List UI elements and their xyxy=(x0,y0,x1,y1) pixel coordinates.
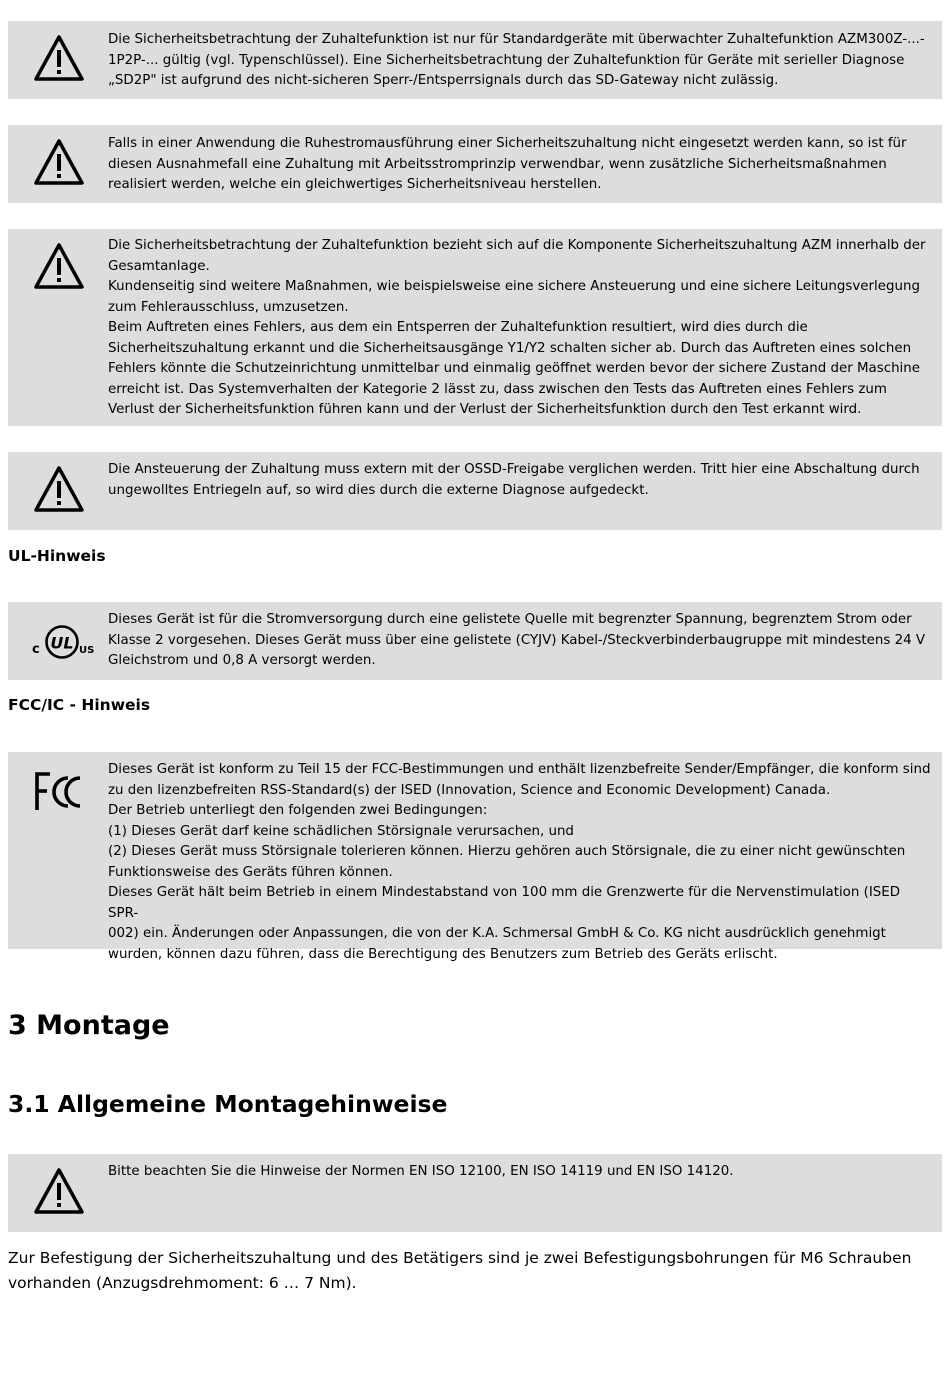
note-line: Dieses Gerät hält beim Betrieb in einem Mindestabstand von 100 mm die Grenzwerte für die Nervenstimulation (ISED SPR- xyxy=(108,885,901,921)
note-line: Die Sicherheitsbetrachtung der Zuhaltefunktion bezieht sich auf die Komponente Sicherheitszuhaltung AZM innerhalb der xyxy=(108,238,926,253)
note-line: Sicherheitszuhaltung erkannt und die Sicherheitsausgänge Y1/Y2 schalten sicher ab. Durch das Auftreten eines solchen xyxy=(108,340,912,356)
note-line: Funktionsweise des Geräts führen können. xyxy=(108,864,393,880)
warning-note-text xyxy=(108,460,932,501)
note-line: Beim Auftreten eines Fehlers, aus dem ein Entsperren der Zuhaltefunktion resultiert, wird dies durch die xyxy=(108,320,808,335)
note-line: Der Betrieb unterliegt den folgenden zwei Bedingungen: xyxy=(108,803,488,818)
note-line: Fehlers könnte die Schutzeinrichtung unmittelbar und einmalig geöffnet werden bevor der sichere Zustand der Maschine xyxy=(108,361,921,376)
warning-note-text xyxy=(108,30,932,92)
note-line: (2) Dieses Gerät muss Störsignale tolerieren können. Hierzu gehören auch Störsignale, die zu einer nicht gewünschten xyxy=(108,844,906,859)
note-line: Gesamtanlage. xyxy=(108,258,210,274)
note-line: Bitte beachten Sie die Hinweise der Normen EN ISO 12100, EN ISO 14119 und EN ISO 14120. xyxy=(108,1164,734,1179)
ul-logo-text: UL xyxy=(50,633,74,653)
ul-note-text xyxy=(108,610,932,672)
note-line: erreicht ist. Das Systemverhalten der Kategorie 2 lässt zu, dass zwischen den Tests das Auftreten eines Fehlers zum xyxy=(108,381,887,397)
body-line: Zur Befestigung der Sicherheitszuhaltung und des Betätigers sind je zwei Befestigungsbohrungen für M6 Schrauben xyxy=(8,1249,912,1267)
note-line: ungewolltes Entriegeln auf, so wird dies durch die externe Diagnose aufgedeckt. xyxy=(108,482,649,498)
note-line: Falls in einer Anwendung die Ruhestromausführung einer Sicherheitszuhaltung nicht eingesetzt werden kann, so ist für xyxy=(108,136,907,151)
warning-note-2 xyxy=(8,125,942,203)
chapter-title: 3 Montage xyxy=(8,1010,170,1041)
fcc-logo-icon xyxy=(34,770,84,814)
warning-triangle-icon xyxy=(33,241,85,293)
ul-logo-us: US xyxy=(79,645,94,656)
fcc-note xyxy=(8,752,942,962)
warning-note-3 xyxy=(8,229,942,426)
note-line: Die Sicherheitsbetrachtung der Zuhaltefunktion ist nur für Standardgeräte mit überwachter Zuhaltefunktion AZM300Z-...- xyxy=(108,32,925,47)
warning-triangle-icon xyxy=(33,33,85,85)
note-line: „SD2P" ist aufgrund des nicht-sicheren Sperr-/Entsperrsignals durch das SD-Gateway nicht zulässig. xyxy=(108,73,779,88)
ul-note xyxy=(8,602,942,680)
cul-us-listed-icon xyxy=(30,620,94,664)
warning-note-section xyxy=(8,1154,942,1232)
warning-note-1 xyxy=(8,21,942,99)
section-title: 3.1 Allgemeine Montagehinweise xyxy=(8,1090,448,1118)
note-line: realisiert werden, welche ein gleichwertiges Sicherheitsniveau herstellen. xyxy=(108,177,602,192)
body-line: vorhanden (Anzugsdrehmoment: 6 … 7 Nm). xyxy=(8,1273,357,1292)
warning-note-text xyxy=(108,134,932,196)
note-line: Gleichstrom und 0,8 A versorgt werden. xyxy=(108,653,376,668)
note-line: Die Ansteuerung der Zuhaltung muss extern mit der OSSD-Freigabe verglichen werden. Tritt hier eine Abschaltung durch xyxy=(108,462,920,477)
warning-triangle-icon xyxy=(33,137,85,189)
note-line: Kundenseitig sind weitere Maßnahmen, wie beispielsweise eine sichere Ansteuerung und eine sichere Leitungsverlegung xyxy=(108,279,920,294)
note-line: zu den lizenzbefreiten RSS-Standard(s) der ISED (Innovation, Science and Economic Development) Canada. xyxy=(108,782,831,798)
ul-logo-c: c xyxy=(32,642,40,657)
fcc-heading: FCC/IC - Hinweis xyxy=(8,696,151,714)
fcc-note-text xyxy=(108,760,932,965)
note-line: 002) ein. Änderungen oder Anpassungen, die von der K.A. Schmersal GmbH & Co. KG nicht ausdrücklich genehmigt xyxy=(108,926,886,941)
note-line: zum Fehlerausschluss, umzusetzen. xyxy=(108,299,349,315)
warning-note-text xyxy=(108,1162,932,1183)
body-paragraph xyxy=(8,1246,942,1295)
note-line: diesen Ausnahmefall eine Zuhaltung mit Arbeitsstromprinzip verwendbar, wenn zusätzliche Sicherheitsmaßnahmen xyxy=(108,156,887,172)
note-line: (1) Dieses Gerät darf keine schädlichen Störsignale verursachen, und xyxy=(108,823,574,839)
warning-triangle-icon xyxy=(33,464,85,516)
warning-triangle-icon xyxy=(33,1166,85,1218)
ul-heading: UL-Hinweis xyxy=(8,547,106,565)
note-line: Dieses Gerät ist konform zu Teil 15 der FCC-Bestimmungen und enthält lizenzbefreite Sender/Empfänger, die konform sind xyxy=(108,762,931,777)
note-line: Verlust der Sicherheitsfunktion führen kann und der Verlust der Sicherheitsfunktion durch den Test erkannt wird. xyxy=(108,402,862,417)
note-line: wurden, können dazu führen, dass die Berechtigung des Benutzers zum Betrieb des Geräts erlischt. xyxy=(108,946,778,962)
note-line: Dieses Gerät ist für die Stromversorgung durch eine gelistete Quelle mit begrenzter Spannung, begrenztem Strom oder xyxy=(108,612,912,627)
note-line: 1P2P-... gültig (vgl. Typenschlüssel). Eine Sicherheitsbetrachtung der Zuhaltefunktion für Geräte mit serieller Diagnose xyxy=(108,52,905,68)
note-line: Klasse 2 vorgesehen. Dieses Gerät muss über eine gelistete (CYJV) Kabel-/Steckverbinderbaugruppe mit mindestens 24 V xyxy=(108,632,926,648)
warning-note-text xyxy=(108,236,932,421)
warning-note-4 xyxy=(8,452,942,530)
